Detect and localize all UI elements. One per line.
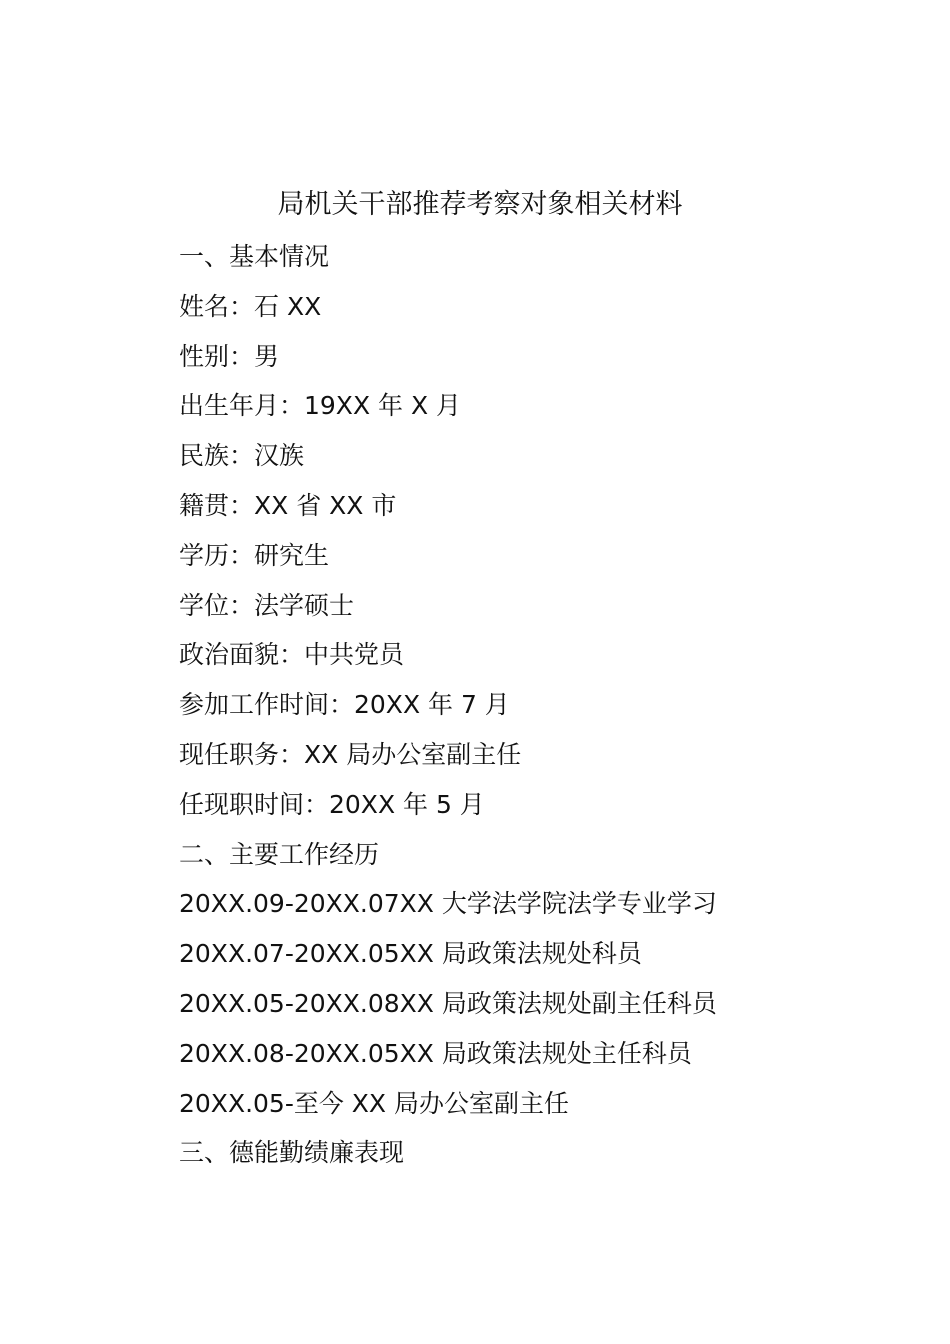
info-line-political-status: 政治面貌：中共党员: [179, 640, 405, 670]
info-line-gender: 性别：男: [179, 341, 280, 371]
work-history-item: 20XX.05-20XX.08XX 局政策法规处副主任科员: [179, 988, 717, 1018]
section-heading-performance: 三、德能勤绩廉表现: [179, 1138, 405, 1168]
section-heading-basic-info: 一、基本情况: [179, 242, 330, 271]
info-line-degree: 学位：法学硕士: [179, 590, 355, 620]
document-body: [179, 232, 879, 1178]
document-title: 局机关干部推荐考察对象相关材料: [277, 189, 683, 220]
info-line-ethnicity: 民族：汉族: [179, 441, 305, 471]
info-line-education: 学历：研究生: [179, 540, 330, 570]
info-line-work-start: 参加工作时间：20XX 年 7 月: [179, 690, 510, 720]
info-line-current-position: 现任职务：XX 局办公室副主任: [179, 739, 522, 769]
work-history-item: 20XX.08-20XX.05XX 局政策法规处主任科员: [179, 1038, 692, 1068]
work-history-item: 20XX.05-至今 XX 局办公室副主任: [179, 1088, 569, 1118]
info-line-birth: 出生年月：19XX 年 X 月: [179, 391, 462, 421]
work-history-item: 20XX.09-20XX.07XX 大学法学院法学专业学习: [179, 889, 717, 919]
info-line-position-since: 任现职时间：20XX 年 5 月: [179, 789, 485, 819]
section-heading-work-history: 二、主要工作经历: [179, 839, 380, 869]
work-history-item: 20XX.07-20XX.05XX 局政策法规处科员: [179, 939, 642, 969]
info-line-name: 姓名：石 XX: [179, 291, 322, 321]
info-line-native-place: 籍贯：XX 省 XX 市: [179, 490, 397, 520]
